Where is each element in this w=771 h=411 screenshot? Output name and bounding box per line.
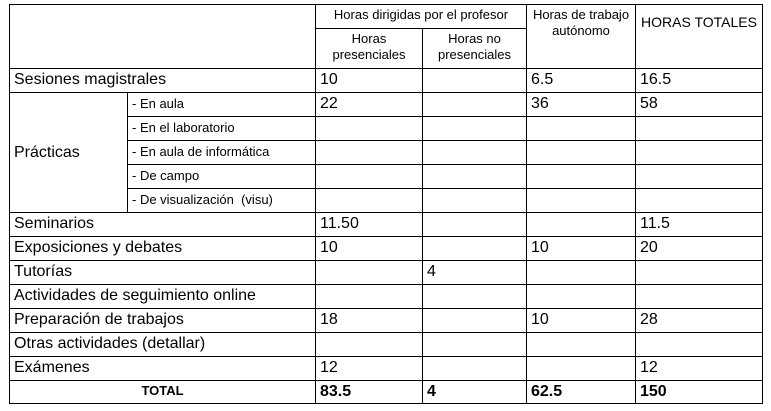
autonomo-cell bbox=[527, 285, 636, 309]
row-label: Preparación de trabajos bbox=[10, 309, 316, 333]
no-presencial-cell bbox=[423, 93, 527, 117]
practicas-label: Prácticas bbox=[10, 93, 128, 213]
table-row bbox=[10, 261, 763, 285]
total-cell: 11.5 bbox=[636, 213, 763, 237]
row-label: - En aula bbox=[128, 93, 316, 117]
total-cell: 12 bbox=[636, 357, 763, 381]
no-presencial-cell bbox=[423, 213, 527, 237]
table-row bbox=[10, 237, 763, 261]
presencial-cell bbox=[316, 141, 423, 165]
no-presencial-cell bbox=[423, 189, 527, 213]
presencial-cell: 22 bbox=[316, 93, 423, 117]
hours-table bbox=[9, 4, 763, 404]
total-cell bbox=[636, 165, 763, 189]
no-presencial-cell bbox=[423, 69, 527, 93]
row-label: Seminarios bbox=[10, 213, 316, 237]
header-presencial: Horas presenciales bbox=[316, 29, 423, 69]
total-cell bbox=[636, 285, 763, 309]
header-no-presencial: Horas no presenciales bbox=[423, 29, 527, 69]
total-cell: 16.5 bbox=[636, 69, 763, 93]
header-total-hours: HORAS TOTALES bbox=[636, 5, 763, 69]
total-label: TOTAL bbox=[10, 381, 316, 404]
autonomo-cell: 6.5 bbox=[527, 69, 636, 93]
header-autonomous-hours: Horas de trabajo autónomo bbox=[527, 5, 636, 69]
no-presencial-cell bbox=[423, 141, 527, 165]
no-presencial-cell bbox=[423, 237, 527, 261]
table-row bbox=[10, 69, 763, 93]
total-cell bbox=[636, 333, 763, 357]
autonomo-cell bbox=[527, 261, 636, 285]
total-no-presencial: 4 bbox=[423, 381, 527, 404]
autonomo-cell bbox=[527, 213, 636, 237]
no-presencial-cell bbox=[423, 285, 527, 309]
total-cell bbox=[636, 117, 763, 141]
presencial-cell bbox=[316, 189, 423, 213]
presencial-cell bbox=[316, 285, 423, 309]
no-presencial-cell bbox=[423, 165, 527, 189]
no-presencial-cell bbox=[423, 333, 527, 357]
no-presencial-cell bbox=[423, 357, 527, 381]
total-cell bbox=[636, 141, 763, 165]
autonomo-cell bbox=[527, 141, 636, 165]
total-total: 150 bbox=[636, 381, 763, 404]
header-empty-cell bbox=[10, 5, 316, 69]
table-row bbox=[10, 93, 763, 117]
row-label: - De campo bbox=[128, 165, 316, 189]
total-presencial: 83.5 bbox=[316, 381, 423, 404]
total-cell: 28 bbox=[636, 309, 763, 333]
presencial-cell: 11.50 bbox=[316, 213, 423, 237]
table-row bbox=[10, 309, 763, 333]
header-guided-hours: Horas dirigidas por el profesor bbox=[316, 5, 527, 29]
row-label: - En el laboratorio bbox=[128, 117, 316, 141]
row-label: - En aula de informática bbox=[128, 141, 316, 165]
autonomo-cell bbox=[527, 333, 636, 357]
no-presencial-cell bbox=[423, 309, 527, 333]
total-cell: 58 bbox=[636, 93, 763, 117]
presencial-cell bbox=[316, 261, 423, 285]
row-label: Exámenes bbox=[10, 357, 316, 381]
total-cell bbox=[636, 189, 763, 213]
presencial-cell bbox=[316, 117, 423, 141]
row-label: Sesiones magistrales bbox=[10, 69, 316, 93]
presencial-cell: 10 bbox=[316, 237, 423, 261]
presencial-cell bbox=[316, 333, 423, 357]
table-row bbox=[10, 213, 763, 237]
row-label: Actividades de seguimiento online bbox=[10, 285, 316, 309]
autonomo-cell bbox=[527, 357, 636, 381]
total-cell: 20 bbox=[636, 237, 763, 261]
no-presencial-cell bbox=[423, 117, 527, 141]
autonomo-cell bbox=[527, 165, 636, 189]
row-label: - De visualización (visu) bbox=[128, 189, 316, 213]
presencial-cell: 10 bbox=[316, 69, 423, 93]
presencial-cell: 18 bbox=[316, 309, 423, 333]
presencial-cell bbox=[316, 165, 423, 189]
presencial-cell: 12 bbox=[316, 357, 423, 381]
total-autonomo: 62.5 bbox=[527, 381, 636, 404]
total-row bbox=[10, 381, 763, 404]
table-row bbox=[10, 357, 763, 381]
table-row bbox=[10, 285, 763, 309]
autonomo-cell: 10 bbox=[527, 309, 636, 333]
row-label: Otras actividades (detallar) bbox=[10, 333, 316, 357]
autonomo-cell bbox=[527, 117, 636, 141]
no-presencial-cell: 4 bbox=[423, 261, 527, 285]
row-label: Exposiciones y debates bbox=[10, 237, 316, 261]
table-row bbox=[10, 333, 763, 357]
autonomo-cell: 10 bbox=[527, 237, 636, 261]
autonomo-cell bbox=[527, 189, 636, 213]
autonomo-cell: 36 bbox=[527, 93, 636, 117]
total-cell bbox=[636, 261, 763, 285]
row-label: Tutorías bbox=[10, 261, 316, 285]
